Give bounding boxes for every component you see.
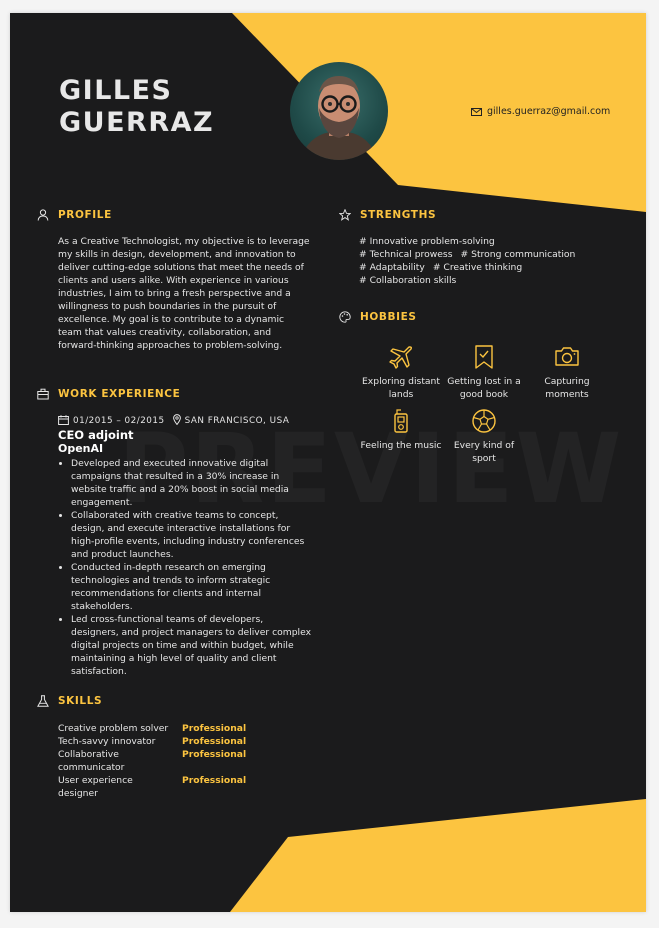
- profile-text: As a Creative Technologist, my objective is to leverage my skills in design, development, and innovation to deliver cutting-edge solutions that meet the needs of clients and users alike. With experience in various industries, I aim to bring a fresh perspective and a willingness to push boundaries in the pursuit of excellence. My goal is to contribute to a dynamic team that values creativity, collaboration, and forward-thinking approaches to problem-solving.: [58, 236, 310, 351]
- skill-name: Collaborative communicator: [58, 749, 125, 773]
- profile-section-title: [37, 209, 112, 221]
- skill-row: [58, 722, 258, 735]
- bottom-yellow-shape: [230, 799, 646, 912]
- last-name: GUERRAZ: [59, 107, 215, 138]
- strengths-title: STRENGTHS: [360, 209, 437, 221]
- job-dates: 01/2015 – 02/2015: [73, 416, 165, 426]
- strength-item: # Creative thinking: [432, 262, 523, 273]
- briefcase-icon: [37, 388, 49, 400]
- job-location: SAN FRANCISCO, USA: [184, 416, 290, 426]
- contact-email[interactable]: [471, 106, 610, 117]
- skill-level: Professional: [182, 736, 247, 747]
- profile-photo: [290, 62, 388, 160]
- strengths-list: [359, 235, 619, 287]
- profile-title: PROFILE: [58, 209, 112, 221]
- job-bullet: • Collaborated with creative teams to concept, design, and execute interactive installations for high-profile events, including industry conferences and product launches.: [71, 509, 312, 561]
- skills-list: [58, 722, 258, 800]
- resume-page: [10, 13, 646, 912]
- hobby-item: [359, 344, 443, 401]
- strength-item: # Strong communication: [460, 249, 576, 260]
- hobby-item: [442, 408, 526, 465]
- job-meta: [58, 414, 312, 428]
- skill-name: Creative problem solver: [58, 723, 169, 734]
- hobby-label: Every kind of sport: [453, 440, 515, 464]
- hobby-label: Feeling the music: [360, 440, 442, 451]
- skill-level: Professional: [182, 749, 247, 760]
- hobbies-section-title: [339, 311, 417, 323]
- hobby-label: Capturing moments: [544, 376, 590, 400]
- first-name: GILLES: [59, 75, 173, 106]
- location-pin-icon: [173, 414, 181, 428]
- soccer-ball-icon: [442, 408, 526, 434]
- camera-icon: [525, 344, 609, 370]
- strength-item: # Adaptability: [359, 262, 425, 273]
- hobby-item: [359, 408, 443, 452]
- music-player-icon: [359, 408, 443, 434]
- palette-icon: [339, 311, 351, 323]
- mail-icon: [471, 108, 482, 116]
- calendar-icon: [58, 415, 69, 428]
- work-title: WORK EXPERIENCE: [58, 388, 181, 400]
- hobby-item: [442, 344, 526, 401]
- hobby-label: Getting lost in a good book: [447, 376, 521, 400]
- email-text[interactable]: gilles.guerraz@gmail.com: [487, 106, 611, 117]
- job-bullets: [58, 457, 312, 678]
- job-role: CEO adjoint: [58, 428, 134, 442]
- strength-item: # Technical prowess: [359, 249, 453, 260]
- flask-icon: [37, 695, 49, 707]
- skill-row: [58, 735, 258, 748]
- job-company: OpenAI: [58, 442, 104, 455]
- strength-item: # Innovative problem-solving: [359, 236, 495, 247]
- job-bullet: • Led cross-functional teams of developers, designers, and project managers to deliver complex digital projects on time and within budget, while maintaining a high level of quality and client satisfaction.: [71, 613, 312, 678]
- skill-level: Professional: [182, 723, 247, 734]
- skill-row: [58, 774, 258, 800]
- skill-name: Tech-savvy innovator: [58, 736, 156, 747]
- skill-row: [58, 748, 258, 774]
- user-icon: [37, 209, 49, 221]
- skills-section-title: [37, 695, 102, 707]
- job-bullet: • Developed and executed innovative digital campaigns that resulted in a 30% increase in website traffic and a 20% boost in social media engagement.: [71, 457, 312, 509]
- hobbies-title: HOBBIES: [360, 311, 417, 323]
- work-section-title: [37, 388, 180, 400]
- strength-item: # Collaboration skills: [359, 275, 457, 286]
- candidate-name: [59, 75, 214, 139]
- job-bullet: • Conducted in-depth research on emerging technologies and trends to inform strategic recommendations for clients and internal stakeholders.: [71, 561, 312, 613]
- bookmark-icon: [442, 344, 526, 370]
- hobby-item: [525, 344, 609, 401]
- strengths-section-title: [339, 209, 436, 221]
- hobby-label: Exploring distant lands: [362, 376, 440, 400]
- airplane-icon: [359, 344, 443, 370]
- skill-level: Professional: [182, 775, 247, 786]
- star-icon: [339, 209, 351, 221]
- skill-name: User experience designer: [58, 775, 133, 799]
- job-entry: [58, 414, 312, 678]
- skills-title: SKILLS: [58, 695, 103, 707]
